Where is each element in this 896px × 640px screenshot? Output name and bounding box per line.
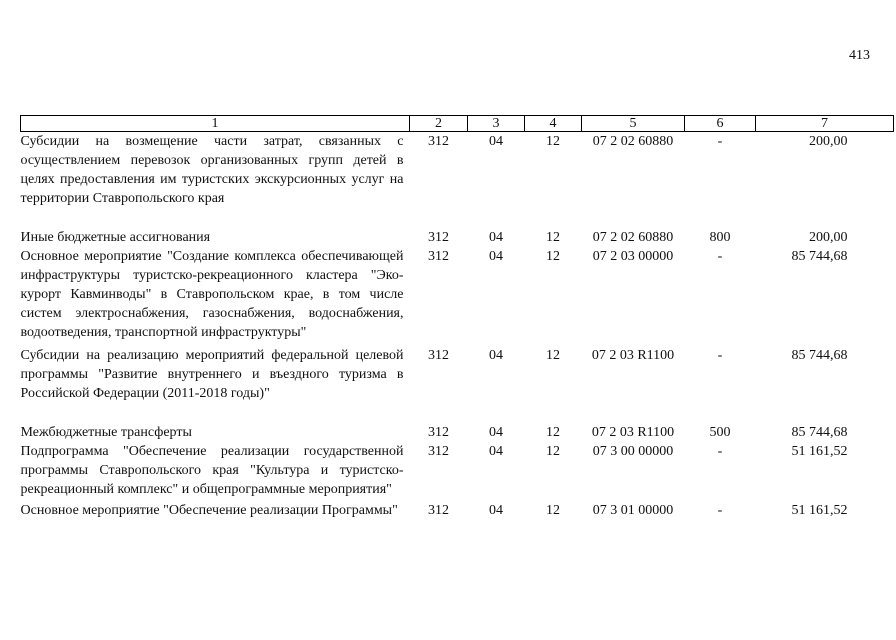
table-row bbox=[21, 423, 894, 442]
row-ministry-code: 312 bbox=[428, 230, 449, 245]
row-name: Основное мероприятие "Обеспечение реализации Программы" bbox=[20, 503, 398, 518]
row-expense-type: - bbox=[717, 249, 723, 264]
row-amount: 200,00 bbox=[809, 134, 848, 149]
row-target-article: 07 2 03 00000 bbox=[592, 249, 674, 264]
row-subsection: 12 bbox=[546, 503, 560, 518]
row-expense-type: - bbox=[717, 444, 723, 459]
row-name: Субсидии на возмещение части затрат, связанных с осуществлением перевозок организованных групп детей в целях предоставления им туристских экскурсионных услуг на территории Ставропольского края bbox=[20, 134, 404, 206]
row-amount: 85 744,68 bbox=[791, 249, 848, 264]
table-row bbox=[21, 132, 894, 209]
row-target-article: 07 2 02 60880 bbox=[592, 230, 674, 245]
row-subsection: 12 bbox=[546, 425, 560, 440]
row-ministry-code: 312 bbox=[428, 503, 449, 518]
row-section: 04 bbox=[489, 249, 503, 264]
budget-table bbox=[20, 115, 894, 520]
row-spacer bbox=[21, 208, 894, 228]
row-section: 04 bbox=[489, 503, 503, 518]
row-amount: 85 744,68 bbox=[791, 348, 848, 363]
row-target-article: 07 2 02 60880 bbox=[592, 134, 674, 149]
row-ministry-code: 312 bbox=[428, 425, 449, 440]
table-row bbox=[21, 346, 894, 403]
row-section: 04 bbox=[489, 230, 503, 245]
row-name: Подпрограмма "Обеспечение реализации государственной программы Ставропольского края "Культура и туристско-рекреационный комплекс" и общепрограммные мероприятия" bbox=[20, 444, 404, 497]
table-row bbox=[21, 442, 894, 499]
row-target-article: 07 2 03 R1100 bbox=[591, 425, 675, 440]
row-amount: 51 161,52 bbox=[791, 503, 848, 518]
col-header-7: 7 bbox=[756, 116, 894, 132]
row-amount: 51 161,52 bbox=[791, 444, 848, 459]
row-ministry-code: 312 bbox=[428, 249, 449, 264]
row-subsection: 12 bbox=[546, 348, 560, 363]
row-amount: 200,00 bbox=[809, 230, 848, 245]
row-subsection: 12 bbox=[546, 249, 560, 264]
col-header-6: 6 bbox=[685, 116, 756, 132]
row-amount: 85 744,68 bbox=[791, 425, 848, 440]
row-expense-type: - bbox=[717, 134, 723, 149]
row-expense-type: - bbox=[717, 348, 723, 363]
row-target-article: 07 3 01 00000 bbox=[592, 503, 674, 518]
row-name: Межбюджетные трансферты bbox=[20, 425, 192, 440]
header-row bbox=[21, 116, 894, 132]
row-ministry-code: 312 bbox=[428, 348, 449, 363]
row-ministry-code: 312 bbox=[428, 134, 449, 149]
row-target-article: 07 3 00 00000 bbox=[592, 444, 674, 459]
row-ministry-code: 312 bbox=[428, 444, 449, 459]
table-row bbox=[21, 247, 894, 342]
col-header-2: 2 bbox=[410, 116, 468, 132]
row-target-article: 07 2 03 R1100 bbox=[591, 348, 675, 363]
row-name: Иные бюджетные ассигнования bbox=[20, 230, 211, 245]
row-name: Субсидии на реализацию мероприятий федеральной целевой программы "Развитие внутреннего и въездного туризма в Российской Федерации (2011-2018 годы)" bbox=[20, 348, 404, 401]
page-number: 413 bbox=[849, 48, 870, 63]
col-header-4: 4 bbox=[525, 116, 582, 132]
table-row bbox=[21, 501, 894, 520]
col-header-3: 3 bbox=[468, 116, 525, 132]
row-spacer bbox=[21, 403, 894, 423]
row-subsection: 12 bbox=[546, 444, 560, 459]
row-expense-type: - bbox=[717, 503, 723, 518]
col-header-1: 1 bbox=[21, 116, 410, 132]
row-section: 04 bbox=[489, 134, 503, 149]
row-section: 04 bbox=[489, 444, 503, 459]
row-expense-type: 500 bbox=[709, 425, 731, 440]
table-row bbox=[21, 228, 894, 247]
row-expense-type: 800 bbox=[709, 230, 731, 245]
row-section: 04 bbox=[489, 425, 503, 440]
row-name: Основное мероприятие "Создание комплекса обеспечивающей инфраструктуры туристско-рекреационного кластера "Эко-курорт Кавминводы" в Ставропольском крае, в том числе систем электроснабжения, газоснабжения, водоснабжения, водоотведения, транспортной инфраструктуры" bbox=[20, 249, 404, 340]
col-header-5: 5 bbox=[582, 116, 685, 132]
row-subsection: 12 bbox=[546, 230, 560, 245]
row-subsection: 12 bbox=[546, 134, 560, 149]
row-section: 04 bbox=[489, 348, 503, 363]
